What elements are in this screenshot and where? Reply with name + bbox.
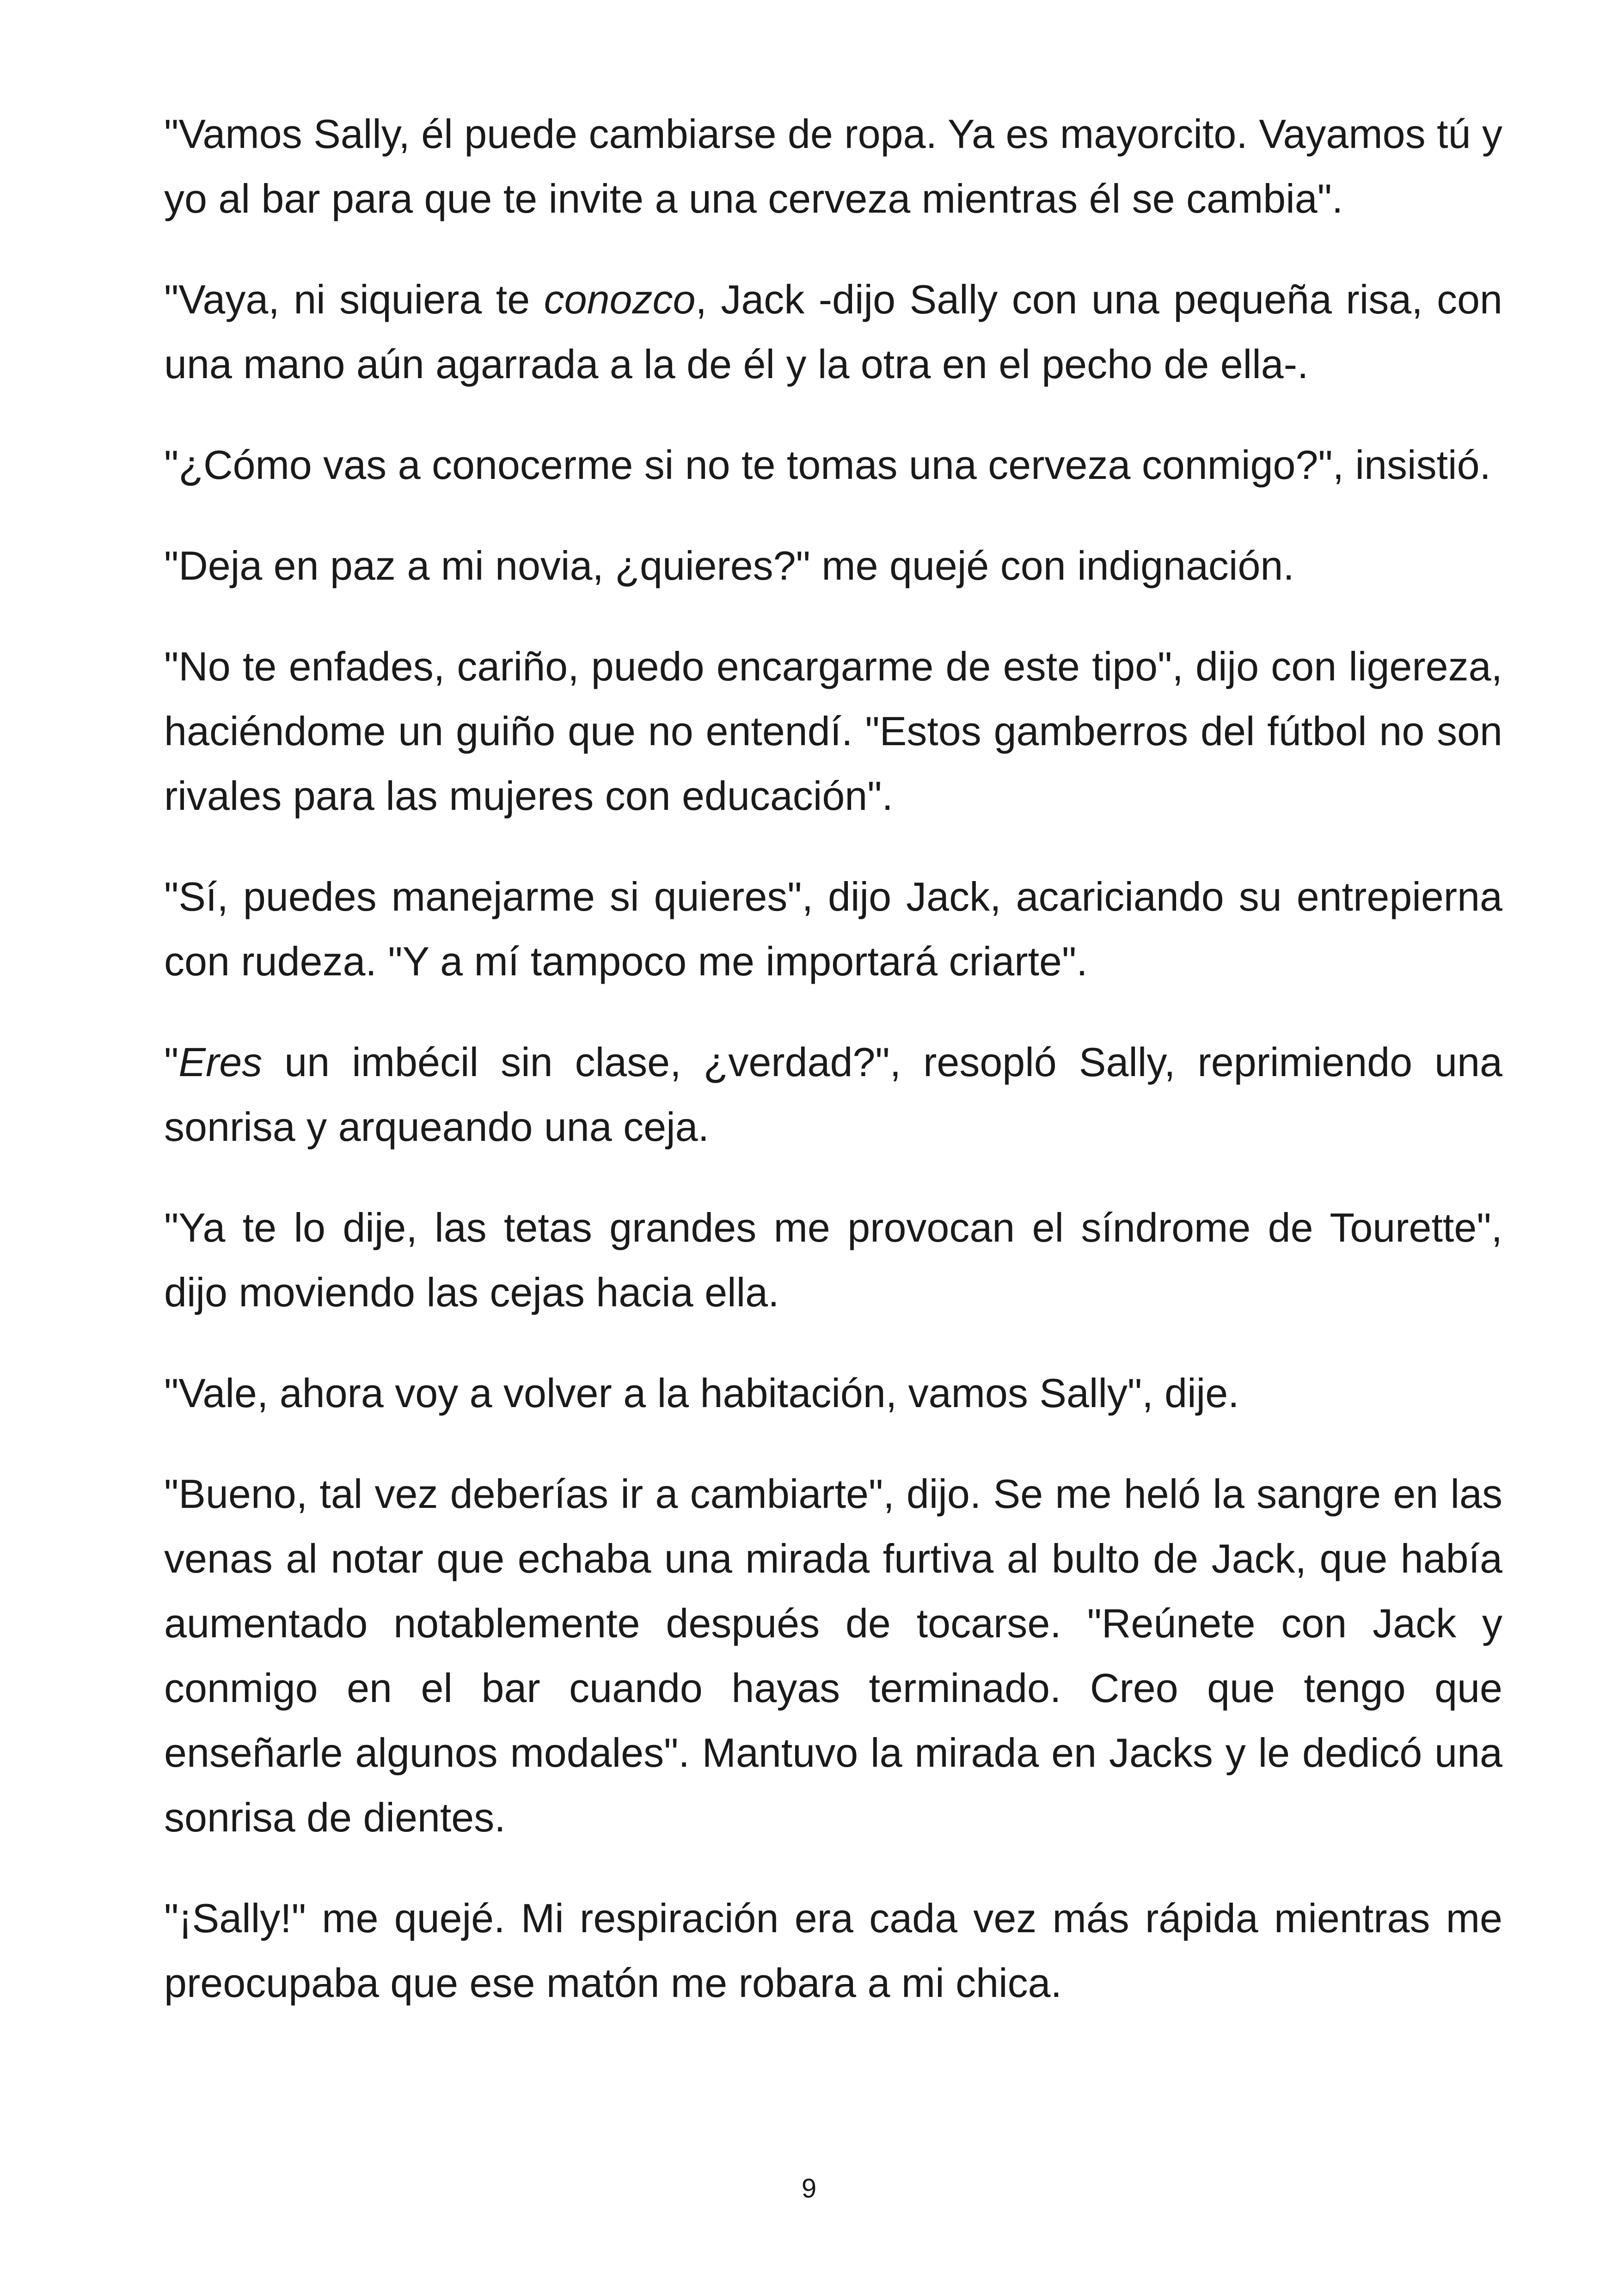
paragraph: "Bueno, tal vez deberías ir a cambiarte", dijo. Se me heló la sangre en las venas al notar que echaba una mirada furtiva al bulto de Jack, que había aumentado notablemente después de tocarse. "Reúnete con Jack y conmigo en el bar cuando hayas terminado. Creo que tengo que enseñarle algunos modales". Mantuvo la mirada en Jacks y le dedicó una sonrisa de dientes. — [164, 1471, 1502, 1840]
paragraph: "Vamos Sally, él puede cambiarse de ropa. Ya es mayorcito. Vayamos tú y yo al bar para que te invite a una cerveza mientras él se cambia". — [164, 111, 1502, 221]
paragraph: "No te enfades, cariño, puedo encargarme de este tipo", dijo con ligereza, haciéndome un guiño que no entendí. "Estos gamberros del fútbol no son rivales para las mujeres con educación". — [164, 643, 1502, 819]
paragraph — [164, 1030, 1502, 1159]
paragraph-text: "Vaya, ni siquiera te — [164, 276, 544, 322]
paragraph: "Vale, ahora voy a volver a la habitación, vamos Sally", dije. — [164, 1370, 1239, 1416]
paragraph-text: , Jack -dijo Sally con una pequeña risa, con una mano aún agarrada a la de él y la otra en el pecho de ella-. — [164, 276, 1502, 387]
italic-text: Eres — [178, 1039, 263, 1085]
text-body — [164, 102, 1502, 2051]
paragraph-text: " — [164, 1039, 179, 1085]
paragraph: "¿Cómo vas a conocerme si no te tomas una cerveza conmigo?", insistió. — [164, 442, 1491, 488]
paragraph — [164, 267, 1502, 397]
italic-text: conozco — [544, 276, 696, 322]
paragraph-text: un imbécil sin clase, ¿verdad?", resopló Sally, reprimiendo una sonrisa y arqueando una ceja. — [164, 1039, 1502, 1150]
paragraph: "Ya te lo dije, las tetas grandes me provocan el síndrome de Tourette", dijo moviendo las cejas hacia ella. — [164, 1205, 1502, 1315]
paragraph: "Deja en paz a mi novia, ¿quieres?" me quejé con indignación. — [164, 543, 1294, 588]
page-number: 9 — [801, 2174, 817, 2204]
paragraph: "Sí, puedes manejarme si quieres", dijo Jack, acariciando su entrepierna con rudeza. "Y a mí tampoco me importará criarte". — [164, 874, 1502, 984]
paragraph: "¡Sally!" me quejé. Mi respiración era cada vez más rápida mientras me preocupaba que ese matón me robara a mi chica. — [164, 1895, 1502, 2006]
